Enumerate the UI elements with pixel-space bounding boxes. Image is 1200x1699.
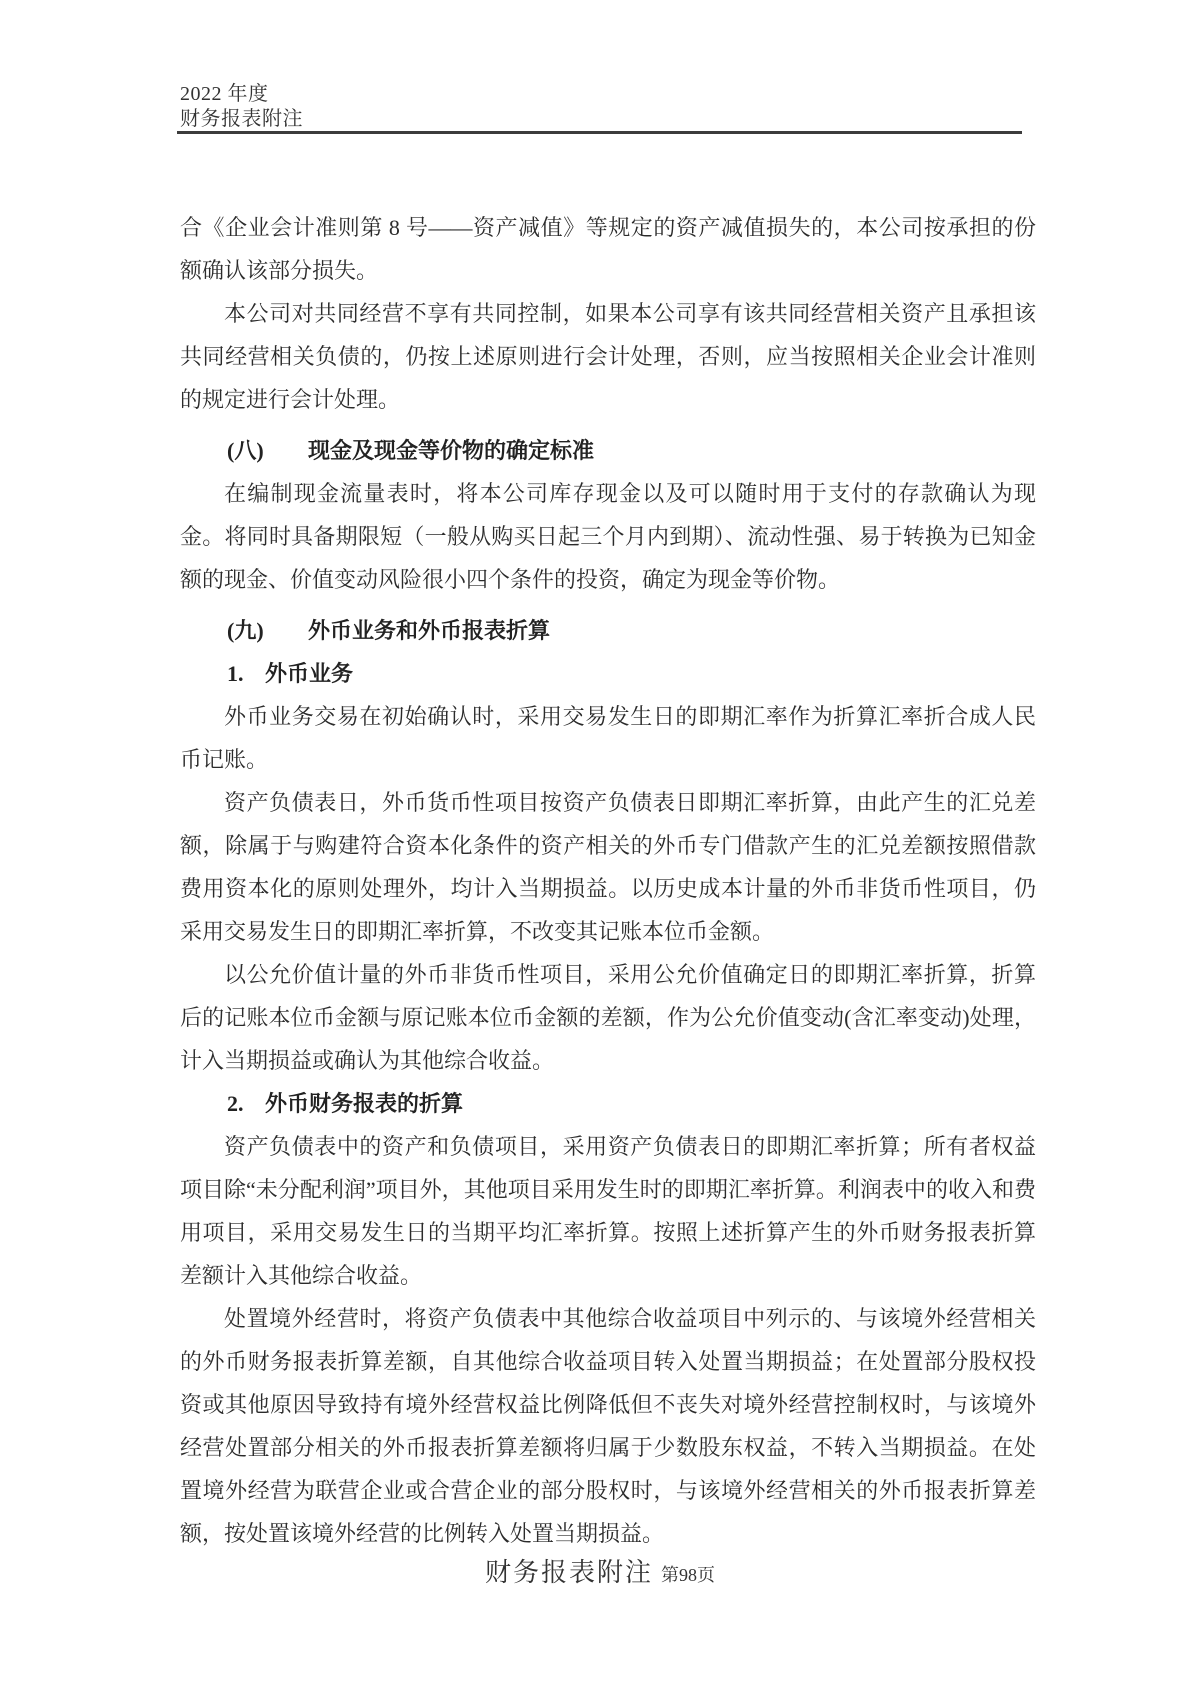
paragraph: 在编制现金流量表时，将本公司库存现金以及可以随时用于支付的存款确认为现金。将同时具备期限短（一般从购买日起三个月内到期）、流动性强、易于转换为已知金额的现金、价值变动风险很小四个条件的投资，确定为现金等价物。 (180, 481, 1036, 592)
section-heading-9 (180, 609, 1036, 652)
paragraph: 处置境外经营时，将资产负债表中其他综合收益项目中列示的、与该境外经营相关的外币财务报表折算差额，自其他综合收益项目转入处置当期损益；在处置部分股权投资或其他原因导致持有境外经营权益比例降低但不丧失对境外经营控制权时，与该境外经营处置部分相关的外币报表折算差额将归属于少数股东权益，不转入当期损益。在处置境外经营为联营企业或合营企业的部分股权时，与该境外经营相关的外币报表折算差额，按处置该境外经营的比例转入处置当期损益。 (180, 1306, 1036, 1546)
sub-heading-number: 1. (227, 661, 244, 686)
section-title: 外币业务和外币报表折算 (308, 618, 551, 643)
sub-heading-number: 2. (227, 1091, 244, 1116)
paragraph: 外币业务交易在初始确认时，采用交易发生日的即期汇率作为折算汇率折合成人民币记账。 (180, 704, 1036, 772)
document-body (180, 206, 1036, 1555)
paragraph: 本公司对共同经营不享有共同控制，如果本公司享有该共同经营相关资产且承担该共同经营相关负债的，仍按上述原则进行会计处理，否则，应当按照相关企业会计准则的规定进行会计处理。 (180, 301, 1036, 412)
section-number: (八) (227, 438, 264, 463)
section-number: (九) (227, 618, 264, 643)
paragraph: 合《企业会计准则第 8 号——资产减值》等规定的资产减值损失的，本公司按承担的份额确认该部分损失。 (180, 215, 1036, 283)
sub-heading-title: 外币业务 (265, 661, 354, 686)
sub-heading-2 (180, 1082, 1036, 1125)
paragraph: 资产负债表日，外币货币性项目按资产负债表日即期汇率折算，由此产生的汇兑差额，除属于与购建符合资本化条件的资产相关的外币专门借款产生的汇兑差额按照借款费用资本化的原则处理外，均计入当期损益。以历史成本计量的外币非货币性项目，仍采用交易发生日的即期汇率折算，不改变其记账本位币金额。 (180, 790, 1036, 944)
header-doc-title: 财务报表附注 (180, 108, 303, 130)
section-title: 现金及现金等价物的确定标准 (308, 438, 595, 463)
footer-page-number: 第98页 (661, 1565, 715, 1585)
section-heading-8 (180, 429, 1036, 472)
sub-heading-1 (180, 652, 1036, 695)
header-rule (177, 131, 1022, 134)
running-header (180, 82, 303, 132)
paragraph: 以公允价值计量的外币非货币性项目，采用公允价值确定日的即期汇率折算，折算后的记账本位币金额与原记账本位币金额的差额，作为公允价值变动(含汇率变动)处理，计入当期损益或确认为其他综合收益。 (180, 962, 1036, 1073)
paragraph: 资产负债表中的资产和负债项目，采用资产负债表日的即期汇率折算；所有者权益项目除“未分配利润”项目外，其他项目采用发生时的即期汇率折算。利润表中的收入和费用项目，采用交易发生日的当期平均汇率折算。按照上述折算产生的外币财务报表折算差额计入其他综合收益。 (180, 1134, 1036, 1288)
footer-title: 财务报表附注 (484, 1558, 653, 1587)
header-year: 2022 年度 (180, 83, 269, 105)
sub-heading-title: 外币财务报表的折算 (265, 1091, 464, 1116)
page-footer (0, 1552, 1200, 1589)
